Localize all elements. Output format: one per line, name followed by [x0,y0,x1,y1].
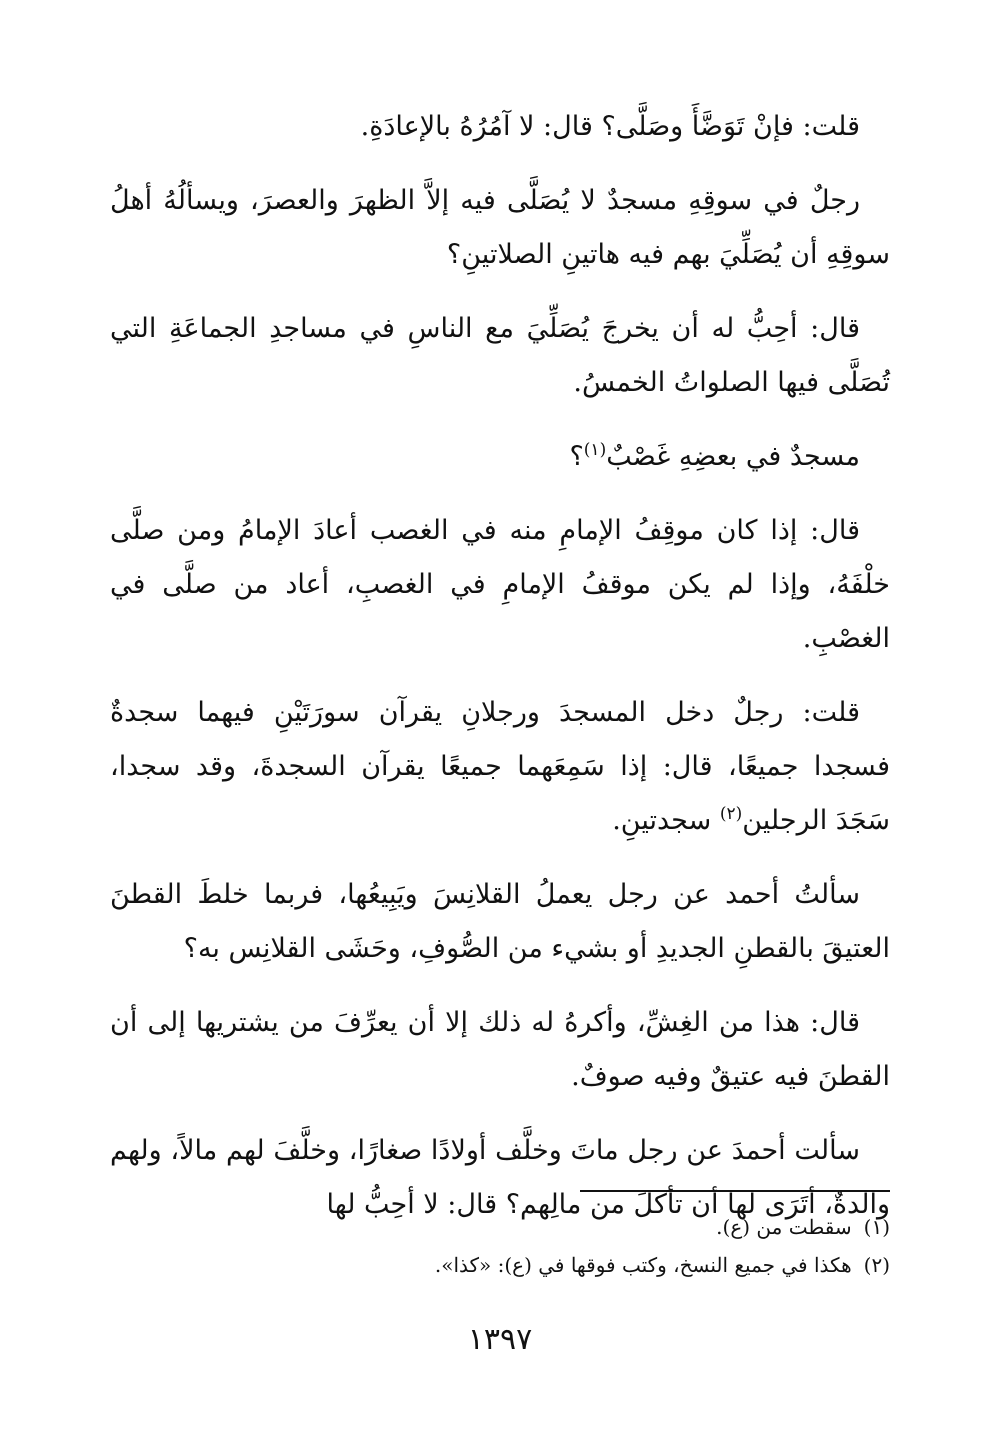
footnote-2-text: هكذا في جميع النسخ، وكتب فوقها في (ع): «كذا». [434,1253,852,1277]
paragraph-1-text: قلت: فإنْ تَوَضَّأَ وصَلَّى؟ قال: لا آمُرُهُ بالإعادَةِ. [360,111,860,142]
paragraph-2-text: رجلٌ في سوقِهِ مسجدٌ لا يُصَلَّى فيه إلاَّ الظهرَ والعصرَ، ويسألُهُ أهلُ سوقِهِ أن يُصَلِّيَ بهم فيه هاتينِ الصلاتينِ؟ [110,185,890,270]
page-number: ١٣٩٧ [467,1322,533,1357]
footnote-1-text: سقطت من (ع). [716,1215,852,1239]
footnote-divider [580,1190,890,1192]
footnotes [110,1208,890,1284]
paragraph-5 [110,504,890,666]
paragraph-5-text: قال: إذا كان موقِفُ الإمامِ منه في الغصب أعادَ الإمامُ ومن صلَّى خلْفَهُ، وإذا لم يكن موقفُ الإمامِ في الغصبِ، أعاد من صلَّى في الغصْبِ. [110,515,890,654]
footnote-2 [110,1246,890,1284]
footnote-ref-1: (١) [583,440,607,460]
paragraph-4 [110,430,890,484]
paragraph-3-text: قال: أحِبُّ له أن يخرجَ يُصَلِّيَ مع الناسِ في مساجدِ الجماعَةِ التي تُصَلَّى فيها الصلواتُ الخمسُ. [110,313,890,398]
paragraph-4-after: ؟ [569,441,584,472]
footnote-2-number: (٢) [863,1253,890,1277]
paragraph-6-after: سجدتينِ. [612,805,720,836]
footnote-1 [110,1208,890,1246]
paragraph-7 [110,868,890,976]
paragraph-8 [110,996,890,1104]
paragraph-7-text: سألتُ أحمد عن رجل يعملُ القلانِسَ ويَبِيعُها، فربما خلطَ القطنَ العتيقَ بالقطنِ الجديدِ أو بشيء من الصُّوفِ، وحَشَى القلانِس به؟ [110,879,890,964]
paragraph-3 [110,302,890,410]
main-text [110,100,890,1252]
footnote-1-number: (١) [863,1215,890,1239]
paragraph-4-text: مسجدٌ في بعضِهِ غَصْبٌ [606,441,860,472]
footnote-ref-2: (٢) [719,804,743,824]
paragraph-2 [110,174,890,282]
paragraph-8-text: قال: هذا من الغِشِّ، وأكرهُ له ذلك إلا أن يعرِّفَ من يشتريها إلى أن القطنَ فيه عتيقٌ وفيه صوفٌ. [110,1007,890,1092]
paragraph-6 [110,686,890,848]
paragraph-9-text: سألت أحمدَ عن رجل ماتَ وخلَّف أولادًا صغارًا، وخلَّفَ لهم مالاً، ولهم والدةٌ، أتَرَى لها أن تأكلَ من مالِهم؟ قال: لا أحِبُّ لها [110,1135,890,1220]
paragraph-6-text: قلت: رجلٌ دخل المسجدَ ورجلانِ يقرآن سورَتَيْنِ فيهما سجدةٌ فسجدا جميعًا، قال: إذا سَمِعَهما جميعًا يقرآن السجدةَ، وقد سجدا، سَجَدَ الرجلين [110,697,890,836]
paragraph-1 [110,100,890,154]
